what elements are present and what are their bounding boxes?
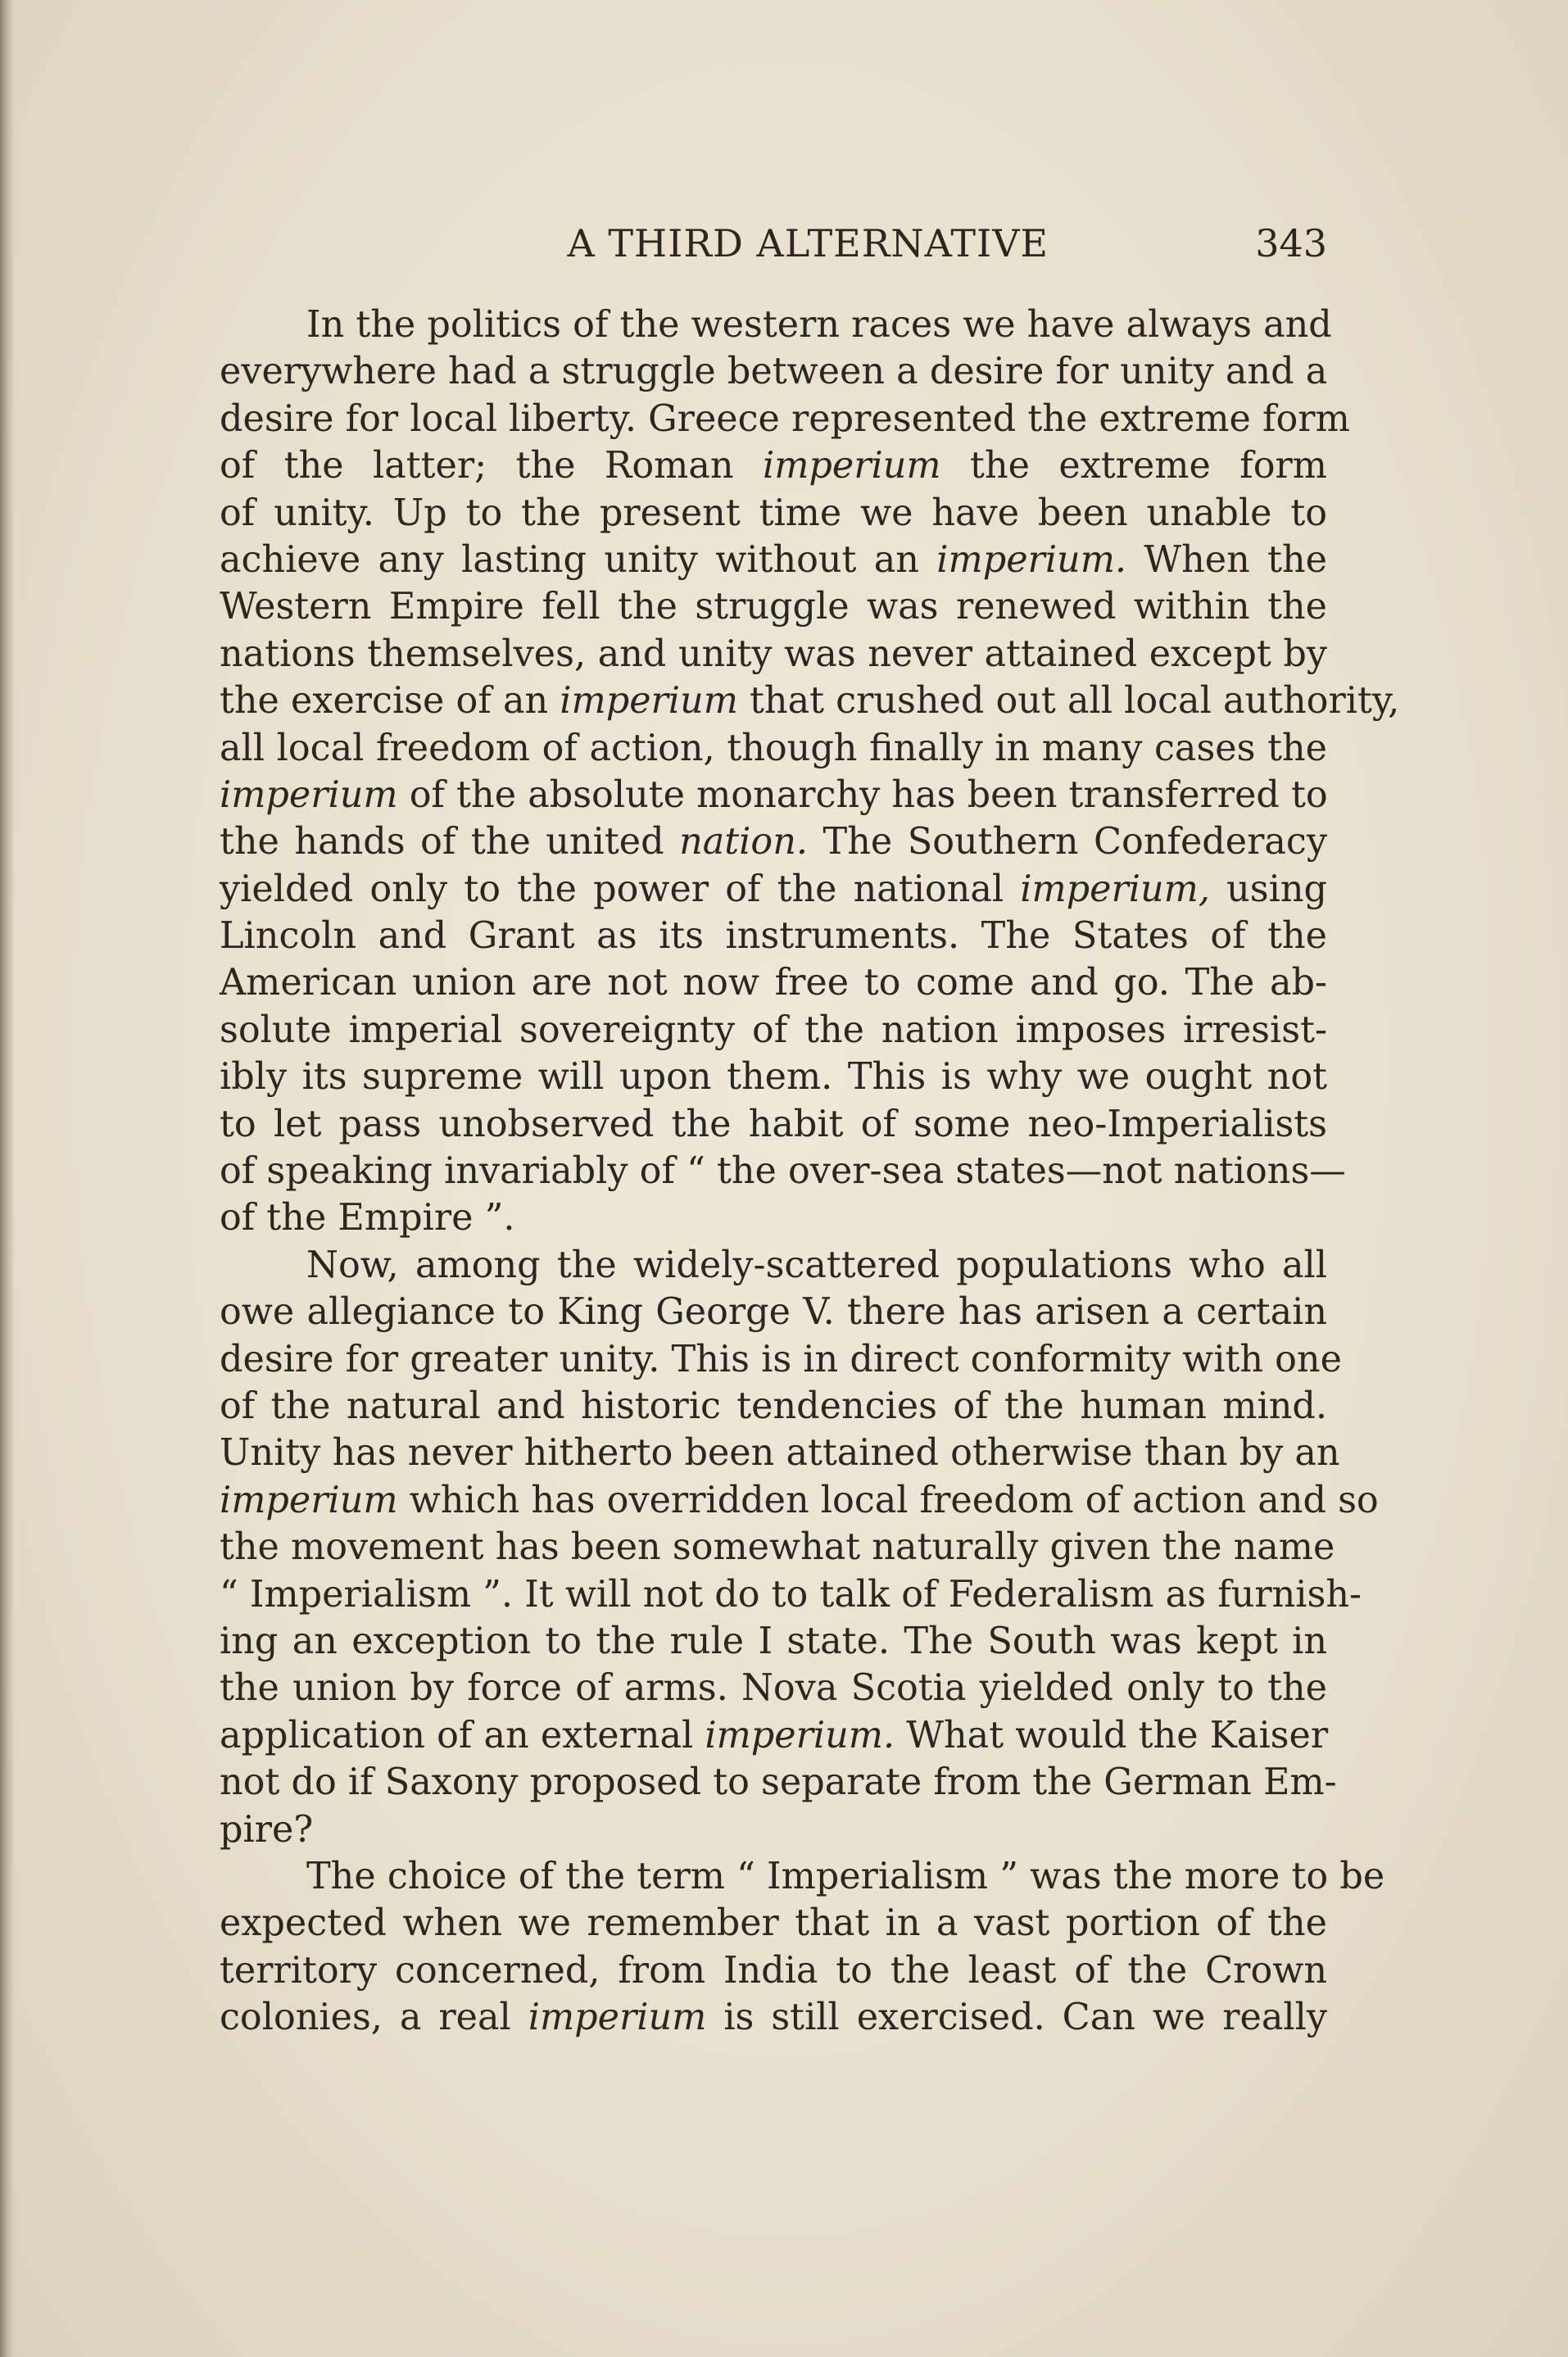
text-run: ing an exception to the rule I state. The South was kept in <box>220 1620 1327 1662</box>
text-run: When the <box>1126 538 1327 581</box>
text-run: is still exercised. Can we really <box>706 1997 1327 2039</box>
text-line <box>220 583 1327 630</box>
text-line <box>220 1712 1327 1759</box>
text-line <box>220 1148 1346 1194</box>
text-line <box>220 1430 1340 1476</box>
text-run: all local freedom of action, though finally in many cases the <box>220 727 1327 769</box>
italic-word: imperium <box>220 1479 398 1521</box>
italic-word: imperium, <box>1020 868 1210 910</box>
text-run: The Southern Confederacy <box>808 821 1327 863</box>
text-run: Now, among the widely-scattered populations who all <box>306 1244 1327 1286</box>
text-run: The choice of the term “ Imperialism ” was the more to be <box>306 1855 1385 1897</box>
text-line <box>220 442 1327 489</box>
text-line <box>220 678 1400 724</box>
text-run: Western Empire fell the struggle was renewed within the <box>220 586 1327 628</box>
text-run: “ Imperialism ”. It will not do to talk of Federalism as furnish- <box>220 1573 1362 1616</box>
text-line <box>220 725 1327 772</box>
text-line <box>220 959 1327 1006</box>
text-line <box>220 1665 1327 1711</box>
text-run: pire? <box>220 1808 314 1851</box>
text-line <box>220 1054 1327 1100</box>
text-run: which has overridden local freedom of action and so <box>397 1479 1379 1521</box>
text-run: of the absolute monarchy has been transferred to <box>397 773 1328 816</box>
text-run: that crushed out all local authority, <box>737 680 1400 723</box>
text-line <box>220 1477 1379 1524</box>
text-line <box>220 1853 1385 1900</box>
text-run: the hands of the united <box>220 821 680 863</box>
running-head <box>221 215 1327 272</box>
text-run: the union by force of arms. Nova Scotia yielded only to the <box>220 1667 1327 1710</box>
text-run: desire for greater unity. This is in direct conformity with one <box>220 1338 1342 1380</box>
text-run: territory concerned, from India to the least of the Crown <box>220 1949 1327 1992</box>
text-run: of the natural and historic tendencies of the human mind. <box>220 1385 1327 1427</box>
text-line <box>220 1194 1327 1241</box>
text-run: In the politics of the western races we have always and <box>306 304 1332 346</box>
text-line <box>220 1806 1327 1853</box>
italic-word: imperium <box>528 1997 707 2039</box>
text-line <box>220 772 1327 818</box>
text-line <box>220 1336 1342 1383</box>
text-line <box>220 818 1327 865</box>
italic-word: imperium <box>560 680 738 723</box>
text-line <box>220 1383 1327 1430</box>
text-run: achieve any lasting unity without an <box>220 538 937 581</box>
text-run: the extreme form <box>940 445 1327 487</box>
text-line <box>220 301 1332 348</box>
text-run: Lincoln and Grant as its instruments. The States of the <box>220 915 1327 958</box>
text-line <box>220 913 1327 959</box>
text-line <box>220 1900 1327 1947</box>
text-line <box>220 537 1327 583</box>
text-line <box>220 1994 1327 2041</box>
running-title: A THIRD ALTERNATIVE <box>567 221 1049 265</box>
text-run: using <box>1210 868 1327 910</box>
text-line <box>220 1242 1327 1289</box>
text-run: What would the Kaiser <box>895 1714 1329 1756</box>
text-run: desire for local liberty. Greece represented the extreme form <box>220 397 1350 440</box>
text-line <box>220 348 1327 395</box>
italic-word: imperium <box>220 773 398 816</box>
text-run: the movement has been somewhat naturally given the name <box>220 1526 1335 1569</box>
text-run: ibly its supreme will upon them. This is why we ought not <box>220 1056 1327 1099</box>
text-run: everywhere had a struggle between a desire for unity and a <box>220 351 1328 393</box>
text-run: of speaking invariably of “ the over-sea states—not nations— <box>220 1150 1346 1193</box>
text-run: application of an external <box>220 1714 705 1756</box>
text-run: yielded only to the power of the national <box>220 868 1021 910</box>
text-line <box>220 1618 1327 1665</box>
text-line <box>220 1947 1327 1994</box>
text-run: to let pass unobserved the habit of some neo-Imperialists <box>220 1103 1327 1145</box>
text-run: not do if Saxony proposed to separate from the German Em- <box>220 1761 1337 1804</box>
text-run: of the Empire ”. <box>220 1197 515 1240</box>
text-run: of the latter; the Roman <box>220 445 763 487</box>
text-line <box>220 1759 1337 1806</box>
text-line <box>220 1571 1362 1618</box>
text-line <box>220 1289 1327 1335</box>
page-number: 343 <box>1255 221 1327 265</box>
text-run: Unity has never hitherto been attained otherwise than by an <box>220 1432 1340 1475</box>
text-line <box>220 396 1350 442</box>
text-run: of unity. Up to the present time we have been unable to <box>220 492 1327 534</box>
text-run: expected when we remember that in a vast portion of the <box>220 1902 1327 1945</box>
text-run: owe allegiance to King George V. there has arisen a certain <box>220 1291 1327 1334</box>
italic-word: nation. <box>679 821 808 863</box>
text-line <box>220 1524 1335 1571</box>
text-line <box>220 866 1327 913</box>
text-line <box>220 1101 1327 1148</box>
body-text <box>220 301 1400 2041</box>
page-edge-shadow <box>0 0 15 2357</box>
text-run: solute imperial sovereignty of the nation imposes irresist- <box>220 1009 1327 1051</box>
text-line <box>220 490 1327 537</box>
text-run: American union are not now free to come and go. The ab- <box>220 962 1327 1004</box>
italic-word: imperium. <box>705 1714 895 1756</box>
text-line <box>220 631 1327 678</box>
text-run: nations themselves, and unity was never attained except by <box>220 632 1327 675</box>
italic-word: imperium. <box>936 538 1127 581</box>
text-run: the exercise of an <box>220 680 560 723</box>
italic-word: imperium <box>763 445 941 487</box>
text-line <box>220 1007 1327 1054</box>
text-run: colonies, a real <box>220 1997 528 2039</box>
